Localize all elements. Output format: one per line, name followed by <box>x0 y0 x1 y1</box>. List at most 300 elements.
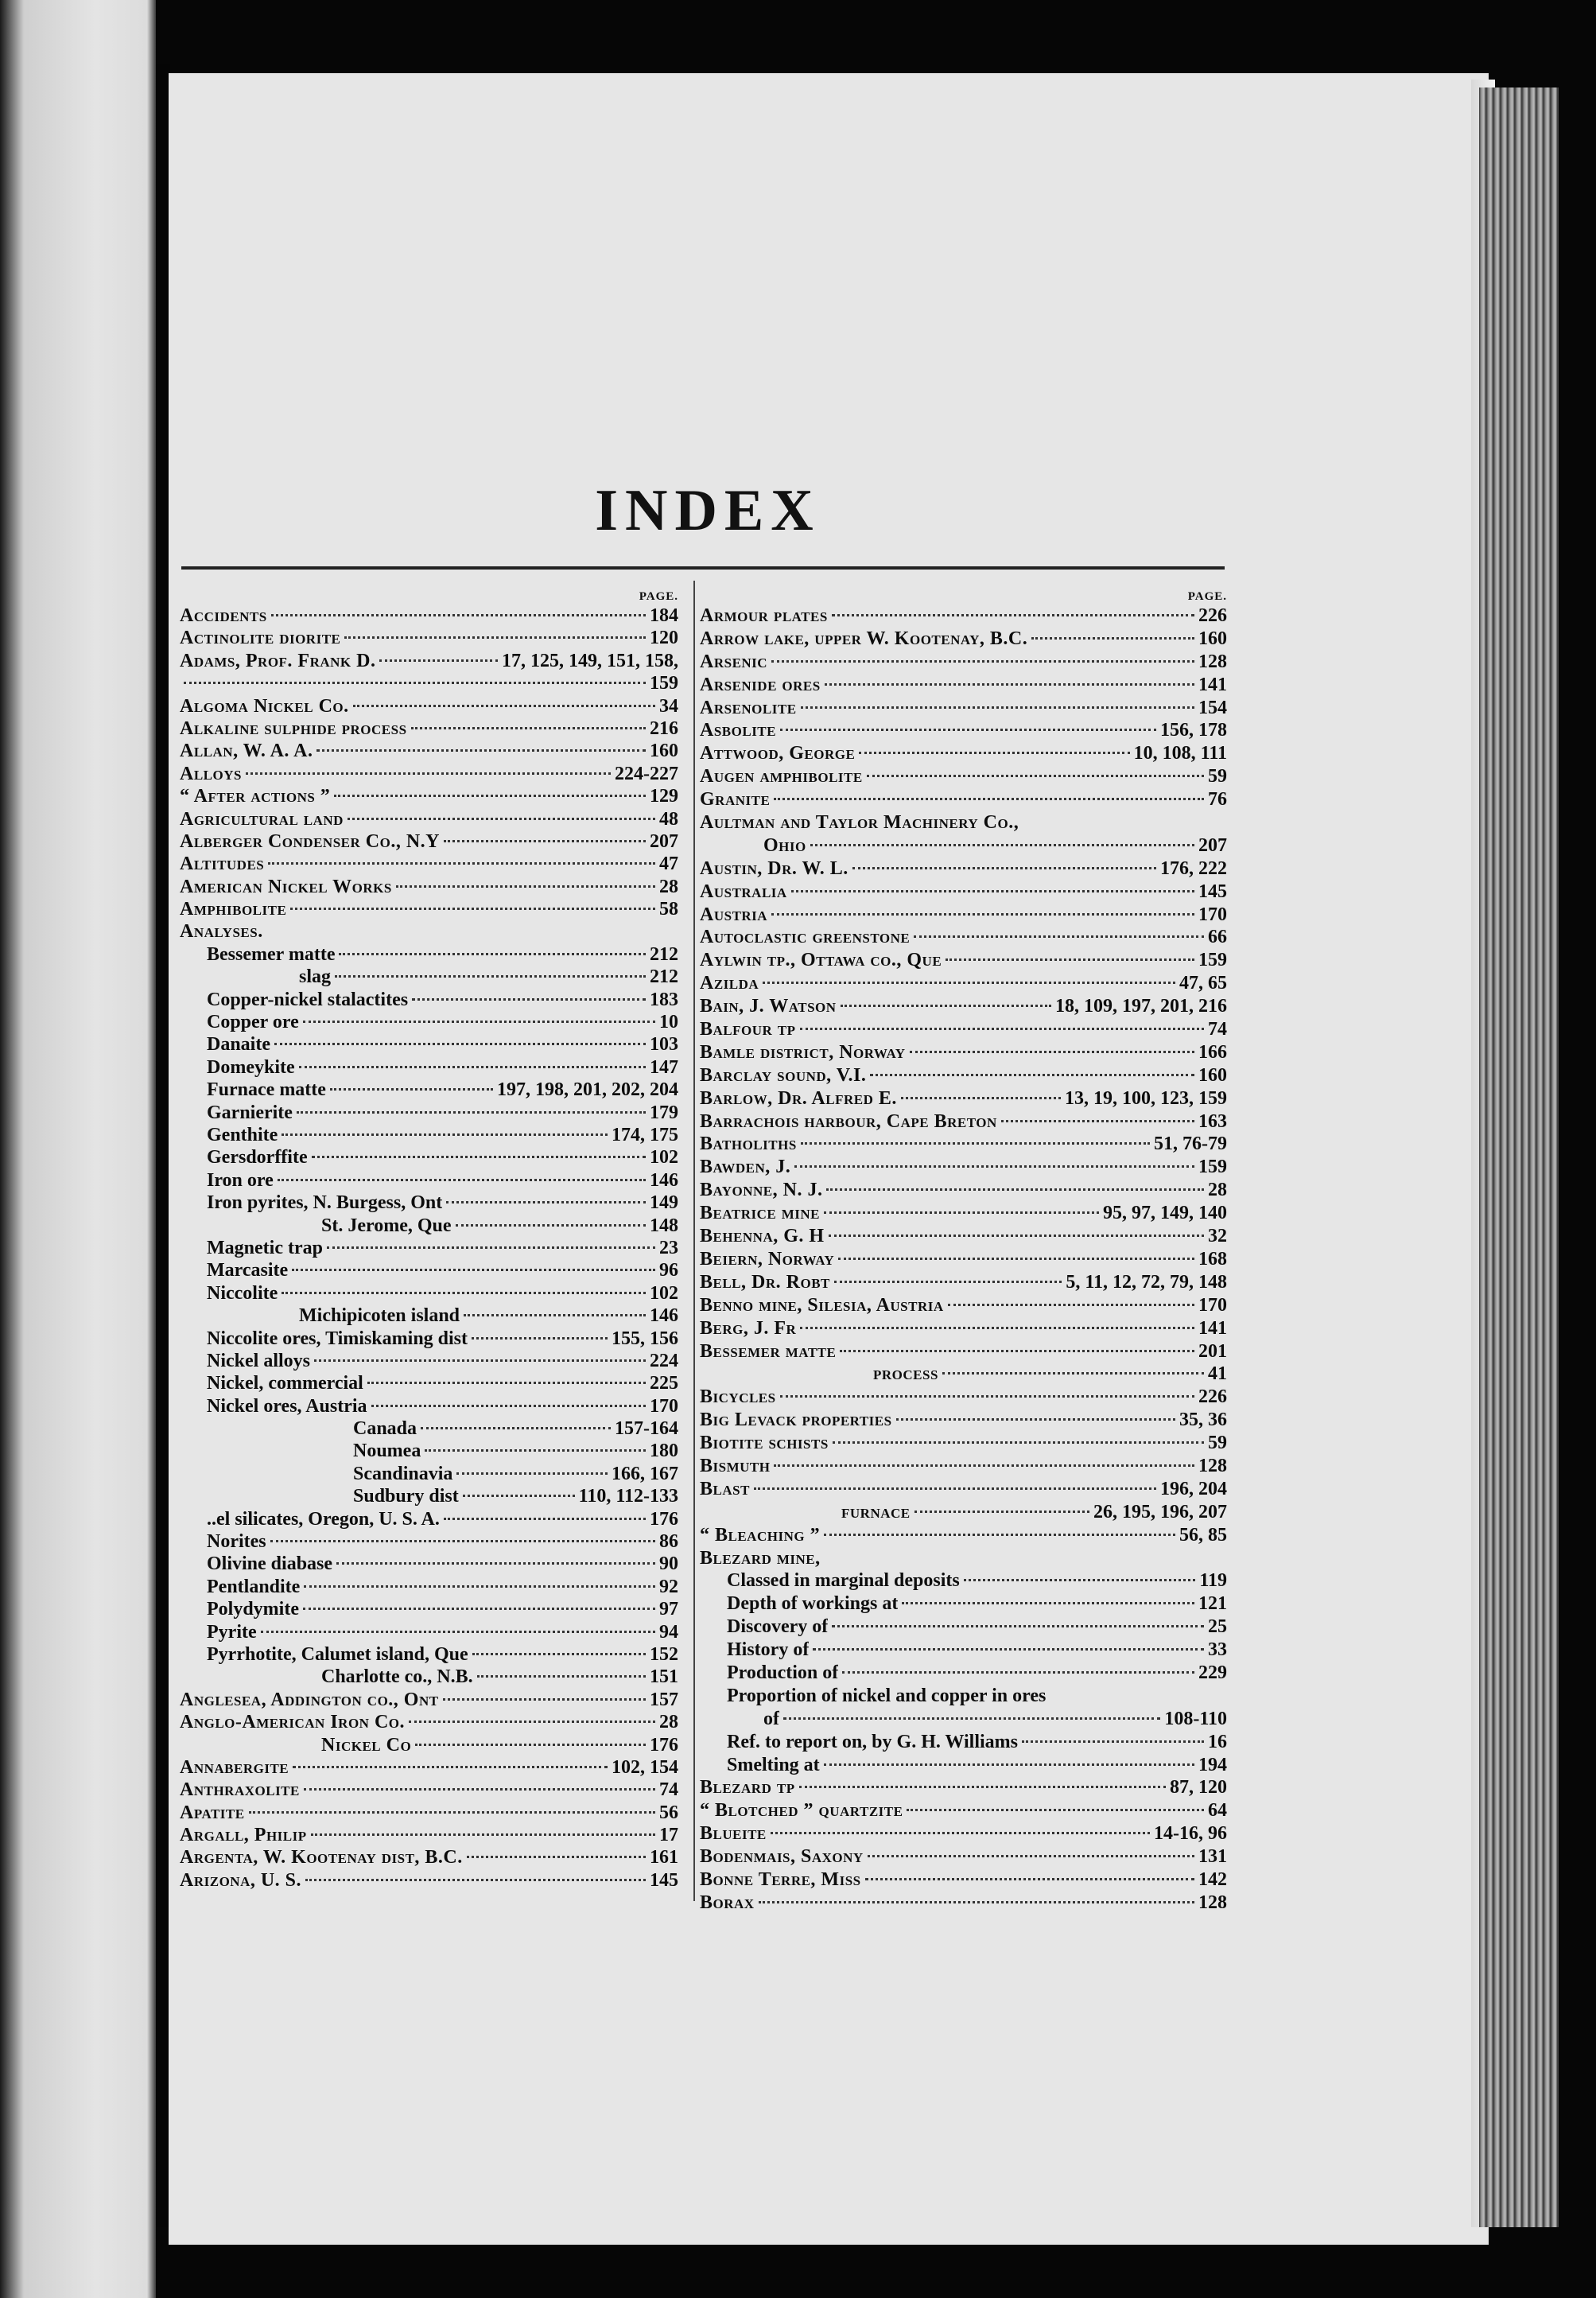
index-entry <box>180 1079 678 1101</box>
index-entry-term: Barlow, Dr. Alfred E. <box>700 1087 897 1109</box>
dot-leader <box>774 798 1204 800</box>
index-entry-term: Barrachois harbour, Cape Breton <box>700 1110 997 1132</box>
index-entry-pages: 96 <box>659 1260 678 1281</box>
index-entry-pages: 141 <box>1198 674 1227 695</box>
index-entry-pages: 74 <box>1208 1019 1227 1040</box>
index-entry-pages: 59 <box>1208 1433 1227 1454</box>
dot-leader <box>339 953 646 955</box>
index-entry-term: Canada <box>353 1418 417 1440</box>
index-entry-pages: 87, 120 <box>1170 1777 1227 1798</box>
index-entry <box>700 904 1227 927</box>
dot-leader <box>335 975 646 978</box>
index-entry <box>180 1215 678 1237</box>
index-entry-pages: 32 <box>1208 1226 1227 1247</box>
dot-leader <box>794 1165 1194 1168</box>
dot-leader <box>396 885 655 888</box>
index-entry <box>700 1087 1227 1110</box>
page-column-header: PAGE. <box>639 590 678 603</box>
index-entry <box>700 1156 1227 1179</box>
index-entry-term: Norites <box>207 1531 266 1553</box>
index-entry <box>700 788 1227 811</box>
dot-leader <box>826 1188 1204 1191</box>
index-entry-term: Argall, Philip <box>180 1825 307 1846</box>
index-entry-pages: 86 <box>659 1531 678 1553</box>
index-entry-pages: 224-227 <box>615 763 678 784</box>
index-entry-term: Apatite <box>180 1802 245 1823</box>
index-entry-term: process <box>873 1363 938 1385</box>
index-entry-term: Benno mine, Silesia, Austria <box>700 1294 944 1316</box>
index-entry-pages: 13, 19, 100, 123, 159 <box>1065 1087 1227 1109</box>
index-entry-term: furnace <box>841 1501 911 1522</box>
index-entry <box>180 1259 678 1281</box>
index-entry-term: Austin, Dr. W. L. <box>700 857 848 879</box>
dot-leader <box>833 1441 1204 1444</box>
index-entry-pages: 74 <box>659 1779 678 1801</box>
index-entry <box>700 651 1227 674</box>
index-entry-term: Algoma Nickel Co. <box>180 695 349 717</box>
index-entry <box>180 1328 678 1350</box>
index-entry-pages: 160 <box>1198 1064 1227 1086</box>
dot-leader <box>783 1717 1160 1720</box>
dot-leader <box>184 682 646 684</box>
index-entry-pages: 128 <box>1198 1455 1227 1476</box>
index-entry <box>180 876 678 898</box>
index-entry-term: Bonne Terre, Miss <box>700 1868 861 1890</box>
index-entry-term: Nickel Co <box>321 1734 412 1756</box>
index-entry <box>180 1440 678 1462</box>
index-entry-pages: 197, 198, 201, 202, 204 <box>497 1079 678 1101</box>
index-entry-pages: 201 <box>1198 1340 1227 1362</box>
index-entry-term: Batholiths <box>700 1133 797 1155</box>
index-column-right <box>700 589 1227 1915</box>
dot-leader <box>1031 637 1194 640</box>
index-entry-pages: 16 <box>1208 1731 1227 1752</box>
index-entry-term: American Nickel Works <box>180 876 392 897</box>
dot-leader <box>456 1472 608 1475</box>
index-entry-term: Bayonne, N. J. <box>700 1180 823 1201</box>
index-entry <box>700 857 1227 881</box>
dot-leader <box>293 1766 608 1768</box>
dot-leader <box>249 1811 655 1814</box>
index-entry-term: Big Levack properties <box>700 1410 892 1431</box>
index-entry <box>180 1124 678 1146</box>
index-entry-pages: 23 <box>659 1237 678 1258</box>
index-entry-term: “ After actions ” <box>180 786 331 807</box>
dot-leader <box>299 1066 646 1068</box>
index-entry <box>700 1754 1227 1777</box>
dot-leader <box>800 1327 1194 1329</box>
index-entry <box>700 1409 1227 1432</box>
index-entry <box>180 1666 678 1688</box>
index-entry-pages: 170 <box>1198 1294 1227 1316</box>
index-entry <box>700 1294 1227 1317</box>
index-entry-term: Aultman and Taylor Machinery Co., <box>700 812 1019 834</box>
index-entry <box>180 627 678 649</box>
index-entry-term: Autoclastic greenstone <box>700 927 911 948</box>
dot-leader <box>914 1511 1089 1513</box>
index-entry-pages: 157-164 <box>615 1418 678 1440</box>
index-entry-term: Adams, Prof. Frank D. <box>180 650 376 671</box>
dot-leader <box>303 1608 655 1610</box>
index-entry-pages: 76 <box>1208 789 1227 811</box>
index-entry-term: Altitudes <box>180 853 265 875</box>
index-entry <box>180 1192 678 1214</box>
dot-leader <box>444 1518 646 1520</box>
index-entry-pages: 35, 36 <box>1179 1410 1227 1431</box>
index-entry-term: Arsenolite <box>700 697 797 718</box>
index-entry <box>700 1478 1227 1501</box>
dot-leader <box>799 1786 1166 1788</box>
dot-leader <box>771 660 1194 663</box>
dot-leader <box>261 1631 655 1633</box>
dot-leader <box>371 1405 646 1407</box>
index-entry-term: Allan, W. A. A. <box>180 741 313 762</box>
index-entry <box>180 1530 678 1553</box>
dot-leader <box>314 1359 646 1362</box>
index-entry <box>180 1508 678 1530</box>
dot-leader <box>910 1051 1194 1053</box>
dot-leader <box>1022 1740 1204 1743</box>
dot-leader <box>336 1562 655 1565</box>
dot-leader <box>464 1314 646 1316</box>
index-entry <box>180 898 678 920</box>
dot-leader <box>312 1156 646 1158</box>
index-entry <box>180 920 678 943</box>
index-entry-pages: 160 <box>650 741 678 762</box>
index-entry-term: Bismuth <box>700 1455 771 1476</box>
index-entry-pages: 166, 167 <box>612 1463 678 1484</box>
index-entry <box>180 1553 678 1575</box>
index-entry-pages: 145 <box>650 1869 678 1891</box>
index-entry-pages: 163 <box>1198 1110 1227 1132</box>
dot-leader <box>472 1653 646 1655</box>
index-entry-pages: 56 <box>659 1802 678 1823</box>
index-entry-term: Barclay sound, V.I. <box>700 1064 867 1086</box>
dot-leader <box>282 1292 646 1294</box>
index-entry-term: of <box>763 1708 779 1729</box>
index-entry <box>700 1662 1227 1685</box>
index-entry-term: Iron ore <box>207 1169 274 1191</box>
dot-leader <box>763 982 1175 984</box>
index-entry <box>700 1639 1227 1662</box>
index-entry <box>700 1569 1227 1592</box>
index-entry-term: Armour plates <box>700 605 828 626</box>
index-entry-pages: 159 <box>1198 1157 1227 1178</box>
index-entry-term: Bamle district, Norway <box>700 1041 906 1063</box>
dot-leader <box>246 772 611 775</box>
dot-leader <box>411 727 646 729</box>
dot-leader <box>304 1788 655 1791</box>
dot-leader <box>840 1350 1194 1352</box>
index-entry <box>180 1350 678 1372</box>
index-entry-pages: 149 <box>650 1192 678 1214</box>
dot-leader <box>791 890 1194 892</box>
dot-leader <box>774 1464 1194 1467</box>
index-entry <box>700 605 1227 628</box>
dot-leader <box>463 1495 575 1497</box>
dot-leader <box>946 958 1194 961</box>
index-entry <box>180 1598 678 1620</box>
index-entry <box>700 1892 1227 1915</box>
index-entry-term: Azilda <box>700 973 759 994</box>
index-entry-pages: 47, 65 <box>1179 973 1227 994</box>
dot-leader <box>271 614 646 616</box>
index-entry-pages: 48 <box>659 808 678 830</box>
dot-leader <box>415 1744 646 1746</box>
index-entry-pages: 47 <box>659 853 678 875</box>
index-entry <box>700 1455 1227 1478</box>
page-title: INDEX <box>595 478 821 543</box>
index-entry-pages: 64 <box>1208 1800 1227 1822</box>
index-entry <box>180 1372 678 1394</box>
dot-leader <box>780 1395 1194 1398</box>
index-entry-pages: 168 <box>1198 1248 1227 1270</box>
index-entry-term: Proportion of nickel and copper in ores <box>727 1685 1047 1706</box>
dot-leader <box>865 1878 1194 1880</box>
index-entry <box>180 1305 678 1327</box>
index-entry-pages: 121 <box>1198 1593 1227 1615</box>
index-entry <box>700 628 1227 651</box>
column-divider <box>693 581 695 1901</box>
index-entry-term: Classed in marginal deposits <box>727 1570 960 1592</box>
index-entry-pages: 156, 178 <box>1160 720 1227 741</box>
index-entry-pages: 159 <box>650 673 678 694</box>
dot-leader <box>467 1856 646 1858</box>
index-entry-pages: 207 <box>1198 834 1227 856</box>
index-entry-pages: 17, 125, 149, 151, 158, <box>502 650 678 671</box>
dot-leader <box>824 1763 1194 1766</box>
index-entry-pages: 212 <box>650 943 678 965</box>
index-entry-pages: 212 <box>650 966 678 988</box>
index-entry-pages: 159 <box>1198 950 1227 971</box>
index-entry-pages: 131 <box>1198 1846 1227 1868</box>
dot-leader <box>379 659 498 662</box>
dot-leader <box>825 683 1194 686</box>
index-entry-pages: 147 <box>650 1056 678 1078</box>
index-entry <box>700 1018 1227 1041</box>
index-entry-term: Charlotte co., N.B. <box>321 1666 473 1688</box>
index-entry-pages: 183 <box>650 989 678 1010</box>
dot-leader <box>914 935 1204 938</box>
dot-leader <box>421 1427 611 1429</box>
index-entry <box>180 1869 678 1892</box>
index-entry-pages: 224 <box>650 1350 678 1371</box>
dot-leader <box>304 1585 655 1588</box>
dot-leader <box>824 1211 1099 1214</box>
index-entry-pages: 145 <box>1198 881 1227 902</box>
index-entry <box>180 605 678 627</box>
dot-leader <box>292 1269 655 1271</box>
index-entry-pages: 33 <box>1208 1639 1227 1661</box>
index-entry-term: Arsenide ores <box>700 674 821 695</box>
index-entry-term: Alberger Condenser Co., N.Y <box>180 830 440 852</box>
index-entry-term: Augen amphibolite <box>700 766 863 787</box>
index-entry-term: Arrow lake, upper W. Kootenay, B.C. <box>700 628 1028 649</box>
dot-leader <box>425 1449 646 1452</box>
index-entry-term: Sudbury dist <box>353 1486 459 1507</box>
dot-leader <box>859 752 1129 754</box>
index-entry-pages: 154 <box>1198 697 1227 718</box>
index-entry-term: Smelting at <box>727 1754 820 1775</box>
index-entry-term: Genthite <box>207 1124 278 1145</box>
index-entry <box>180 1643 678 1666</box>
index-entry-term: slag <box>299 966 332 988</box>
dot-leader <box>801 706 1194 709</box>
index-entry <box>700 1386 1227 1409</box>
dot-leader <box>901 1097 1061 1099</box>
index-entry-term: Alkaline sulphide process <box>180 717 407 739</box>
index-entry <box>700 1524 1227 1547</box>
dot-leader <box>834 1281 1062 1283</box>
index-entry <box>700 1708 1227 1731</box>
dot-leader <box>838 1258 1194 1260</box>
index-entry-term: Niccolite <box>207 1282 278 1304</box>
index-entry-pages: 179 <box>650 1102 678 1123</box>
index-entry-term: Anglo-American Iron Co. <box>180 1712 405 1733</box>
index-entry <box>700 949 1227 972</box>
index-entry-term: Balfour tp <box>700 1019 796 1040</box>
index-entry <box>700 1271 1227 1294</box>
index-column-left <box>180 589 678 1892</box>
index-entry-pages: 102, 154 <box>612 1756 678 1778</box>
index-entry-pages: 229 <box>1198 1662 1227 1683</box>
index-entry-pages: 152 <box>650 1643 678 1665</box>
dot-leader <box>412 998 646 1001</box>
dot-leader <box>278 1179 646 1181</box>
dot-leader <box>867 775 1204 777</box>
index-entry <box>700 972 1227 995</box>
index-entry <box>180 650 678 672</box>
dot-leader <box>311 1833 655 1836</box>
index-entry-term: Blezard tp <box>700 1777 795 1798</box>
index-entry <box>180 785 678 807</box>
index-entry-term: Bawden, J. <box>700 1157 791 1178</box>
index-entry-pages: 10 <box>659 1012 678 1033</box>
index-entry <box>180 966 678 988</box>
dot-leader <box>409 1721 655 1723</box>
index-entry-pages: 28 <box>1208 1180 1227 1201</box>
dot-leader <box>1001 1120 1194 1122</box>
index-entry-pages: 25 <box>1208 1616 1227 1638</box>
index-entry-term: Garnierite <box>207 1102 293 1123</box>
dot-leader <box>771 1832 1150 1834</box>
index-entry <box>700 742 1227 765</box>
index-entry-term: Nickel ores, Austria <box>207 1395 367 1417</box>
index-entry <box>180 1169 678 1192</box>
index-entry <box>180 1011 678 1033</box>
title-rule <box>181 566 1225 570</box>
index-entry <box>180 740 678 762</box>
dot-leader <box>348 818 655 820</box>
index-entry <box>180 1689 678 1711</box>
index-entry <box>180 1395 678 1417</box>
index-entry-term: Scandinavia <box>353 1463 453 1484</box>
dot-leader <box>810 844 1194 846</box>
dot-leader <box>344 636 646 639</box>
index-entry <box>180 1485 678 1507</box>
index-entry <box>700 1340 1227 1363</box>
index-entry <box>180 1824 678 1846</box>
index-entry <box>180 1146 678 1168</box>
page-column-header: PAGE. <box>1187 590 1227 603</box>
index-entry-pages: 18, 109, 197, 201, 216 <box>1055 996 1227 1017</box>
dot-leader <box>446 1201 646 1203</box>
index-entry-pages: 141 <box>1198 1317 1227 1339</box>
dot-leader <box>305 1879 646 1881</box>
index-entry-term: Production of <box>727 1662 839 1683</box>
dot-leader <box>353 705 655 707</box>
index-entry-pages: 148 <box>650 1215 678 1236</box>
index-entry-term: Berg, J. Fr <box>700 1317 797 1339</box>
dot-leader <box>444 840 646 842</box>
index-entry-term: Pyrite <box>207 1621 257 1643</box>
index-entry <box>180 1417 678 1440</box>
index-entry-term: Anthraxolite <box>180 1779 300 1801</box>
index-entry-pages: 97 <box>659 1599 678 1620</box>
index-entry-pages: 196, 204 <box>1160 1478 1227 1499</box>
index-entry-term: Australia <box>700 881 787 902</box>
index-entry-pages: 226 <box>1198 1386 1227 1408</box>
index-entry-pages: 108-110 <box>1164 1708 1227 1729</box>
index-entry-list <box>180 605 678 1892</box>
index-entry-pages: 170 <box>1198 904 1227 925</box>
index-entry-term: Aylwin tp., Ottawa co., Que <box>700 950 942 971</box>
index-entry <box>700 1845 1227 1868</box>
index-entry-pages: 58 <box>659 899 678 920</box>
index-entry-pages: 102 <box>650 1282 678 1304</box>
index-entry-term: Blueite <box>700 1823 767 1845</box>
index-entry-term: Copper ore <box>207 1012 299 1033</box>
dot-leader <box>274 1043 646 1045</box>
dot-leader <box>842 1671 1194 1674</box>
index-entry-term: Olivine diabase <box>207 1553 333 1575</box>
dot-leader <box>477 1675 646 1678</box>
index-entry <box>700 1616 1227 1639</box>
index-entry-pages: 129 <box>650 786 678 807</box>
index-entry <box>180 717 678 740</box>
index-entry-term: Argenta, W. Kootenay dist, B.C. <box>180 1847 463 1868</box>
index-entry <box>700 1202 1227 1225</box>
index-entry <box>180 1463 678 1485</box>
index-entry <box>700 1685 1227 1708</box>
index-entry-pages: 110, 112-133 <box>578 1486 678 1507</box>
index-entry-pages: 180 <box>650 1441 678 1462</box>
index-entry-term: Annabergite <box>180 1756 289 1778</box>
index-entry-pages: 17 <box>659 1825 678 1846</box>
index-entry-term: Domeykite <box>207 1056 295 1078</box>
index-entry-pages: 26, 195, 196, 207 <box>1093 1501 1227 1522</box>
index-entry-term: Furnace matte <box>207 1079 326 1101</box>
index-entry-term: Bell, Dr. Robt <box>700 1271 830 1293</box>
index-entry-term: Beatrice mine <box>700 1203 820 1224</box>
index-entry <box>700 1041 1227 1064</box>
index-entry-term: Beiern, Norway <box>700 1248 835 1270</box>
dot-leader <box>902 1602 1194 1604</box>
index-entry <box>180 672 678 694</box>
index-entry-term: Ref. to report on, by G. H. Williams <box>727 1731 1018 1752</box>
index-entry-term: Marcasite <box>207 1260 289 1281</box>
index-entry-term: Borax <box>700 1892 755 1913</box>
index-entry <box>700 1179 1227 1202</box>
index-entry <box>700 1110 1227 1133</box>
index-entry <box>180 1282 678 1305</box>
index-entry-pages: 170 <box>650 1395 678 1417</box>
index-entry-term: Bicycles <box>700 1386 776 1408</box>
index-entry-term: Austria <box>700 904 768 925</box>
index-entry-term: Behenna, G. H <box>700 1226 825 1247</box>
index-entry <box>180 1734 678 1756</box>
index-entry-pages: 176 <box>650 1734 678 1756</box>
